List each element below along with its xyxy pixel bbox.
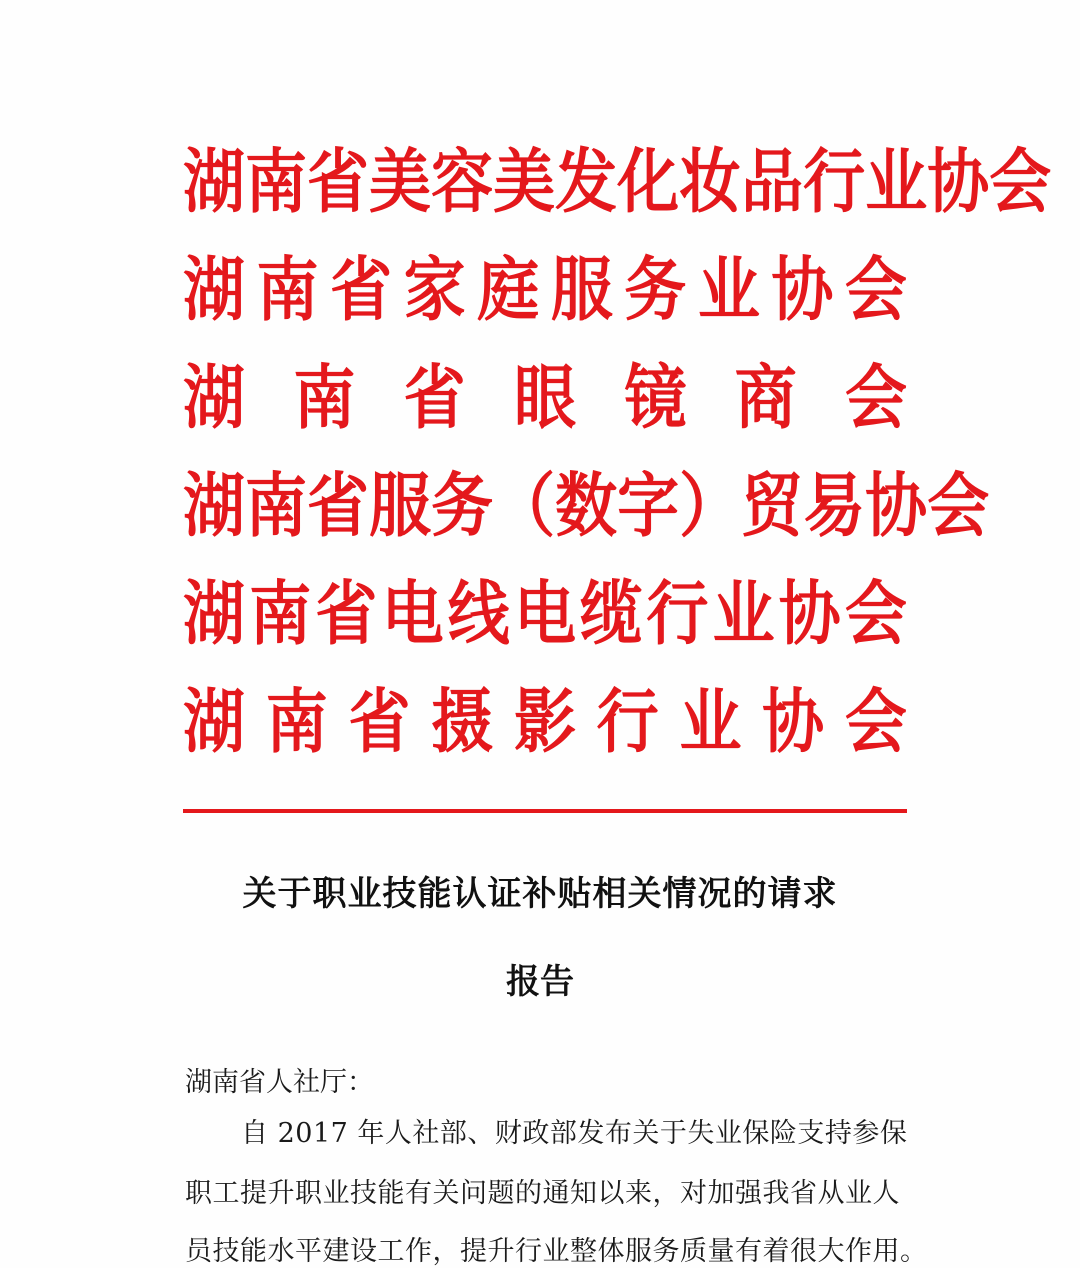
org-name-char: 会: [844, 572, 907, 655]
org-name-char: 省: [403, 356, 466, 439]
org-name-char: 协: [865, 464, 928, 547]
org-name-char: 省: [348, 680, 411, 763]
body-line: 自 2017 年人社部、财政部发布关于失业保险支持参保: [241, 1118, 908, 1149]
org-name-char: 庭: [477, 248, 540, 331]
org-name-char: 南: [265, 680, 328, 763]
org-name-char: 湖: [183, 680, 246, 763]
document-title-continued: 报告: [506, 962, 574, 1002]
org-name-char: 南: [293, 356, 356, 439]
org-name-char: 业: [712, 572, 775, 655]
org-name-char: （: [493, 464, 556, 547]
org-name-char: 湖: [183, 464, 246, 547]
org-name-char: 湖: [183, 356, 246, 439]
org-name-line: [183, 662, 907, 783]
org-name-char: 湖: [183, 248, 246, 331]
org-name-char: 南: [249, 572, 312, 655]
org-name-char: 商: [734, 356, 797, 439]
org-name-char: 美: [369, 140, 432, 223]
org-name-char: 省: [307, 140, 370, 223]
org-name-char: 电: [513, 572, 576, 655]
org-name-char: ）: [679, 464, 742, 547]
letterhead: [183, 128, 1052, 776]
org-name-char: 业: [697, 248, 760, 331]
org-name-char: 湖: [183, 572, 246, 655]
org-name-char: 南: [256, 248, 319, 331]
org-name-char: 行: [803, 140, 866, 223]
org-name-line: [183, 338, 907, 459]
org-name-char: 南: [245, 464, 308, 547]
body-line: 员技能水平建设工作，提升行业整体服务质量有着很大作用。: [185, 1236, 928, 1267]
org-name-char: 家: [403, 248, 466, 331]
org-name-char: 协: [771, 248, 834, 331]
org-name-char: 会: [989, 140, 1052, 223]
org-name-char: 眼: [513, 356, 576, 439]
org-name-char: 会: [844, 680, 907, 763]
org-name-char: 省: [315, 572, 378, 655]
org-name-char: 业: [679, 680, 742, 763]
org-name-char: 协: [762, 680, 825, 763]
org-name-char: 会: [844, 248, 907, 331]
org-name-char: 易: [803, 464, 866, 547]
org-name-char: 数: [555, 464, 618, 547]
org-name-char: 省: [330, 248, 393, 331]
org-name-char: 服: [369, 464, 432, 547]
org-name-char: 容: [431, 140, 494, 223]
org-name-char: 美: [493, 140, 556, 223]
org-name-char: 协: [927, 140, 990, 223]
org-name-char: 影: [513, 680, 576, 763]
org-name-line: [183, 446, 990, 567]
org-name-char: 务: [624, 248, 687, 331]
document-title: 关于职业技能认证补贴相关情况的请求: [242, 874, 838, 914]
org-name-char: 妆: [679, 140, 742, 223]
org-name-char: 电: [381, 572, 444, 655]
org-name-char: 服: [550, 248, 613, 331]
org-name-char: 业: [865, 140, 928, 223]
body-line: 职工提升职业技能有关问题的通知以来，对加强我省从业人: [185, 1178, 900, 1209]
org-name-char: 湖: [183, 140, 246, 223]
org-name-char: 缆: [580, 572, 643, 655]
org-name-char: 贸: [741, 464, 804, 547]
org-name-char: 会: [844, 356, 907, 439]
org-name-char: 南: [245, 140, 308, 223]
org-name-char: 品: [741, 140, 804, 223]
org-name-char: 发: [555, 140, 618, 223]
org-name-char: 字: [617, 464, 680, 547]
org-name-char: 会: [927, 464, 990, 547]
org-name-char: 省: [307, 464, 370, 547]
org-name-line: [183, 230, 907, 351]
org-name-char: 化: [617, 140, 680, 223]
org-name-char: 行: [646, 572, 709, 655]
org-name-line: [183, 122, 1052, 243]
salutation: 湖南省人社厅：: [185, 1067, 374, 1098]
org-name-char: 摄: [431, 680, 494, 763]
org-name-char: 务: [431, 464, 494, 547]
letterhead-divider: [183, 809, 907, 813]
org-name-char: 线: [447, 572, 510, 655]
org-name-char: 协: [778, 572, 841, 655]
org-name-line: [183, 554, 907, 675]
org-name-char: 镜: [624, 356, 687, 439]
org-name-char: 行: [596, 680, 659, 763]
